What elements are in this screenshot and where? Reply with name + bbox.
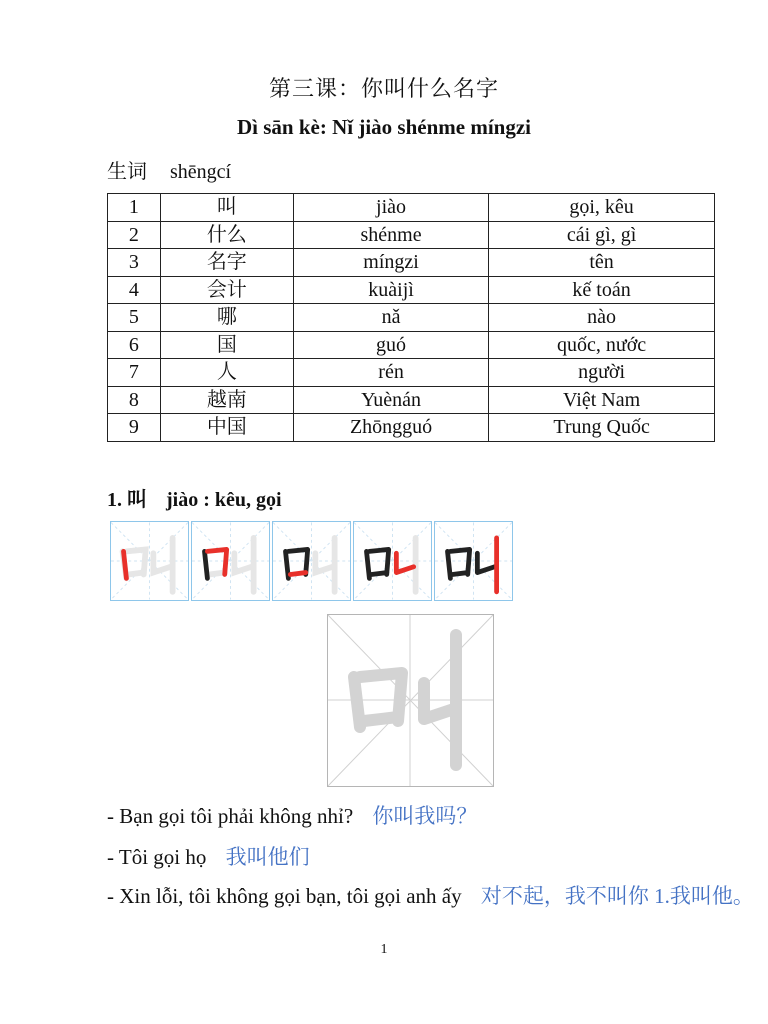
table-row	[108, 221, 715, 249]
sentence-vi: - Xin lỗi, tôi không gọi bạn, tôi gọi anh ấy	[107, 884, 462, 908]
section-label-pinyin: shēngcí	[170, 161, 232, 183]
row-hanzi: 越南	[160, 386, 293, 414]
row-number: 8	[108, 386, 161, 414]
example-sentence-1	[107, 800, 477, 830]
sentence-cn-answer: 我叫他们	[225, 845, 310, 869]
table-row	[108, 276, 715, 304]
row-pinyin: Yuènán	[293, 386, 488, 414]
row-pinyin: shénme	[293, 221, 488, 249]
large-character-graphic	[328, 615, 493, 786]
table-row	[108, 386, 715, 414]
row-hanzi: 叫	[160, 194, 293, 222]
row-hanzi: 什么	[160, 221, 293, 249]
row-meaning: người	[489, 359, 715, 387]
row-hanzi: 国	[160, 331, 293, 359]
stroke-step-2-graphic	[192, 522, 269, 600]
sentence-vi: - Bạn gọi tôi phải không nhỉ?	[107, 804, 354, 828]
sentence-cn-answer: 对不起，我不叫你 1.我叫他。	[480, 884, 754, 908]
stroke-step-1-graphic	[111, 522, 188, 600]
sentence-cn-answer: 你叫我吗？	[372, 804, 478, 828]
title-chinese: 第三课：你叫什么名字	[268, 76, 499, 101]
table-row	[108, 194, 715, 222]
row-pinyin: guó	[293, 331, 488, 359]
stroke-step-2	[191, 521, 270, 601]
example-sentence-3	[107, 880, 754, 910]
row-pinyin: kuàijì	[293, 276, 488, 304]
row-meaning: kế toán	[489, 276, 715, 304]
row-hanzi: 会计	[160, 276, 293, 304]
row-meaning: nào	[489, 304, 715, 332]
title-pinyin: Dì sān kè: Nǐ jiào shénme míngzi	[237, 115, 531, 139]
table-row	[108, 331, 715, 359]
row-number: 3	[108, 249, 161, 277]
word-pinyin: jiào	[166, 489, 199, 511]
large-character-box	[327, 614, 494, 787]
row-number: 4	[108, 276, 161, 304]
row-number: 9	[108, 414, 161, 442]
sentence-vi: - Tôi gọi họ	[107, 845, 207, 869]
row-meaning: cái gì, gì	[489, 221, 715, 249]
row-pinyin: rén	[293, 359, 488, 387]
stroke-order-row	[110, 521, 515, 601]
stroke-step-3-graphic	[273, 522, 350, 600]
section-label-cn: 生词	[107, 161, 147, 183]
row-hanzi: 哪	[160, 304, 293, 332]
table-row	[108, 359, 715, 387]
row-meaning: Trung Quốc	[489, 414, 715, 442]
row-meaning: Việt Nam	[489, 386, 715, 414]
row-number: 2	[108, 221, 161, 249]
page-number: 1	[380, 942, 388, 957]
table-row	[108, 414, 715, 442]
row-meaning: quốc, nước	[489, 331, 715, 359]
row-hanzi: 名字	[160, 249, 293, 277]
vocab-table	[107, 193, 715, 442]
word-heading	[107, 483, 282, 512]
row-pinyin: nǎ	[293, 304, 488, 332]
row-number: 7	[108, 359, 161, 387]
table-row	[108, 304, 715, 332]
row-hanzi: 人	[160, 359, 293, 387]
stroke-step-4	[353, 521, 432, 601]
row-number: 1	[108, 194, 161, 222]
word-number: 1.	[107, 489, 122, 511]
stroke-step-5	[434, 521, 513, 601]
row-number: 6	[108, 331, 161, 359]
row-meaning: tên	[489, 249, 715, 277]
row-number: 5	[108, 304, 161, 332]
row-pinyin: Zhōngguó	[293, 414, 488, 442]
example-sentence-2	[107, 841, 310, 871]
row-meaning: gọi, kêu	[489, 194, 715, 222]
word-meaning: : kêu, gọi	[203, 489, 282, 511]
row-pinyin: míngzi	[293, 249, 488, 277]
stroke-step-4-graphic	[354, 522, 431, 600]
section-heading	[107, 155, 231, 184]
stroke-step-1	[110, 521, 189, 601]
table-row	[108, 249, 715, 277]
stroke-step-3	[272, 521, 351, 601]
stroke-step-5-graphic	[435, 522, 512, 600]
row-hanzi: 中国	[160, 414, 293, 442]
word-hanzi: 叫	[127, 489, 147, 511]
row-pinyin: jiào	[293, 194, 488, 222]
